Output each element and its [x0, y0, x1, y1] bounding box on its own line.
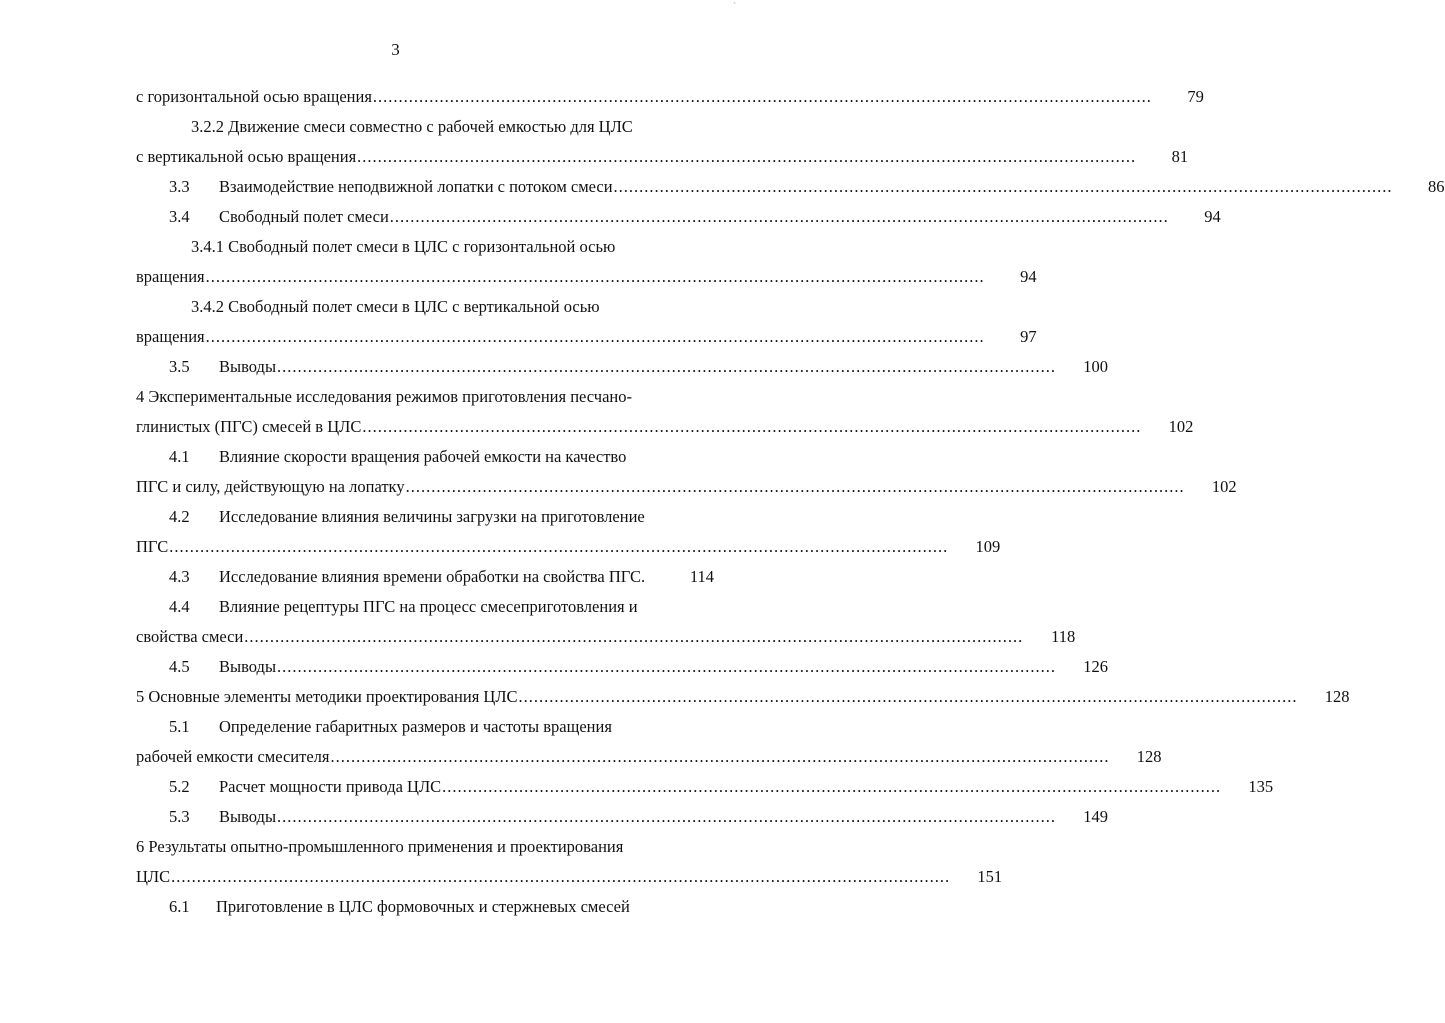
toc-line — [136, 562, 714, 592]
toc-entry-text: Выводы — [219, 657, 277, 676]
toc-entry-text: Взаимодействие неподвижной лопатки с потоком смеси — [219, 177, 613, 196]
toc-entry-text: Исследование влияния величины загрузки на приготовление — [219, 507, 645, 526]
toc-line — [136, 532, 1001, 562]
toc-section-number: 4.3 — [169, 567, 190, 586]
toc-page-number: 128 — [1324, 687, 1350, 706]
toc-dot-leader: ........................................................................................................................................................ — [205, 327, 985, 346]
toc-dot-leader: ........................................................................................................................................................ — [613, 177, 1393, 196]
toc-entry-text: вращения — [136, 327, 205, 346]
toc-line — [136, 442, 714, 472]
toc-section-number: 6.1 — [169, 897, 190, 916]
toc-dot-leader: ........................................................................................................................................................ — [330, 747, 1110, 766]
toc-section-number: 4.5 — [169, 657, 190, 676]
toc-dot-leader: ........................................................................................................................................................ — [442, 777, 1222, 796]
toc-entry-text: Свободный полет смеси — [219, 207, 389, 226]
toc-dot-leader: ........................................................................................................................................................ — [277, 357, 1057, 376]
toc-dot-leader: ........................................................................................................................................................ — [205, 267, 985, 286]
toc-page-number: 100 — [1083, 357, 1109, 376]
toc-dot-leader: ........................................................................................................................................................ — [362, 417, 1142, 436]
toc-line — [136, 172, 1445, 202]
toc-line — [136, 382, 714, 412]
toc-line — [136, 292, 714, 322]
toc-entry-text: с вертикальной осью вращения — [136, 147, 357, 166]
toc-entry-text: Определение габаритных размеров и частоты вращения — [219, 717, 612, 736]
toc-line — [136, 862, 1003, 892]
toc-page-number: 94 — [1020, 267, 1037, 286]
toc-section-number: 4.4 — [169, 597, 190, 616]
toc-dot-leader: ........................................................................................................................................................ — [171, 867, 951, 886]
toc-page-number: 81 — [1171, 147, 1189, 166]
toc-line — [136, 352, 1109, 382]
toc-dot-leader: ........................................................................................................................................................ — [244, 627, 1024, 646]
toc-entry-text: глинистых (ПГС) смесей в ЦЛС — [136, 417, 362, 436]
toc-page-number: 118 — [1051, 627, 1076, 646]
toc-entry-text: 6 Результаты опытно-промышленного применения и проектирования — [136, 837, 624, 856]
toc-entry-text: 5 Основные элементы методики проектирования ЦЛС — [136, 687, 518, 706]
toc-entry-text: 3.4.1 Свободный полет смеси в ЦЛС с горизонтальной осью — [191, 237, 616, 256]
toc-entry-text: Расчет мощности привода ЦЛС — [219, 777, 442, 796]
toc-entry-text: Исследование влияния времени обработки на свойства ПГС. — [219, 567, 646, 586]
toc-page-number: 102 — [1168, 417, 1194, 436]
toc-line — [136, 142, 1189, 172]
toc-entry-text: ПГС — [136, 537, 169, 556]
toc-section-number: 3.4 — [169, 207, 190, 226]
toc-page-number: 151 — [977, 867, 1003, 886]
toc-section-number: 3.3 — [169, 177, 190, 196]
page-number: 3 — [391, 40, 400, 59]
toc-entry-text: ЦЛС — [136, 867, 171, 886]
scan-mark: ` — [733, 2, 737, 13]
toc-entry-text: 4 Экспериментальные исследования режимов приготовления песчано- — [136, 387, 632, 406]
toc-page-number: 126 — [1083, 657, 1109, 676]
toc-line — [136, 502, 714, 532]
toc-dot-leader: ........................................................................................................................................................ — [277, 657, 1057, 676]
toc-section-number: 5.3 — [169, 807, 190, 826]
toc-dot-leader: ........................................................................................................................................................ — [357, 147, 1137, 166]
toc-page-number: 135 — [1248, 777, 1274, 796]
toc-page-number: 114 — [689, 567, 714, 586]
toc-line — [136, 322, 1037, 352]
toc-line — [136, 742, 1162, 772]
toc-line — [136, 622, 1076, 652]
toc-section-number: 4.1 — [169, 447, 190, 466]
toc-dot-leader: ........................................................................................................................................................ — [169, 537, 949, 556]
toc-entry-text: Приготовление в ЦЛС формовочных и стержневых смесей — [216, 897, 630, 916]
toc-page-number: 94 — [1204, 207, 1221, 226]
toc-line — [136, 82, 1204, 112]
toc-dot-leader: ........................................................................................................................................................ — [389, 207, 1169, 226]
toc-line — [136, 262, 1037, 292]
toc-line — [136, 412, 1194, 442]
toc-entry-text: 3.4.2 Свободный полет смеси в ЦЛС с вертикальной осью — [191, 297, 600, 316]
toc-entry-text: с горизонтальной осью вращения — [136, 87, 372, 106]
toc-dot-leader: ........................................................................................................................................................ — [372, 87, 1152, 106]
toc-line — [136, 892, 714, 922]
toc-line — [136, 652, 1109, 682]
toc-entry-text: Выводы — [219, 807, 277, 826]
toc-page-number: 149 — [1083, 807, 1109, 826]
toc-section-number: 4.2 — [169, 507, 190, 526]
toc-page-number: 79 — [1187, 87, 1204, 106]
toc-page-number: 109 — [975, 537, 1001, 556]
toc-dot-leader: ........................................................................................................................................................ — [405, 477, 1185, 496]
toc-line — [136, 112, 714, 142]
toc-line — [136, 592, 714, 622]
toc-entry-text: Влияние рецептуры ПГС на процесс смесеприготовления и — [219, 597, 638, 616]
toc-entry-text: свойства смеси — [136, 627, 244, 646]
toc-entry-text: Выводы — [219, 357, 277, 376]
toc-line — [136, 202, 1221, 232]
toc-line — [136, 802, 1109, 832]
toc-page-number: 86 — [1428, 177, 1445, 196]
toc-section-number: 5.1 — [169, 717, 190, 736]
toc-dot-leader: ........................................................................................................................................................ — [277, 807, 1057, 826]
toc-entry-text: вращения — [136, 267, 205, 286]
table-of-contents — [136, 82, 1445, 922]
toc-entry-text: ПГС и силу, действующую на лопатку — [136, 477, 405, 496]
toc-line — [136, 712, 714, 742]
toc-line — [136, 232, 714, 262]
toc-section-number: 3.5 — [169, 357, 190, 376]
toc-entry-text: рабочей емкости смесителя — [136, 747, 330, 766]
toc-page-number: 102 — [1211, 477, 1237, 496]
toc-line — [136, 472, 1237, 502]
toc-section-number: 5.2 — [169, 777, 190, 796]
toc-entry-text: 3.2.2 Движение смеси совместно с рабочей емкостью для ЦЛС — [191, 117, 633, 136]
toc-line — [136, 832, 714, 862]
toc-page-number: 128 — [1136, 747, 1162, 766]
toc-entry-text: Влияние скорости вращения рабочей емкости на качество — [219, 447, 627, 466]
toc-dot-leader: ........................................................................................................................................................ — [518, 687, 1298, 706]
toc-page-number: 97 — [1020, 327, 1037, 346]
toc-line — [136, 682, 1350, 712]
toc-line — [136, 772, 1274, 802]
